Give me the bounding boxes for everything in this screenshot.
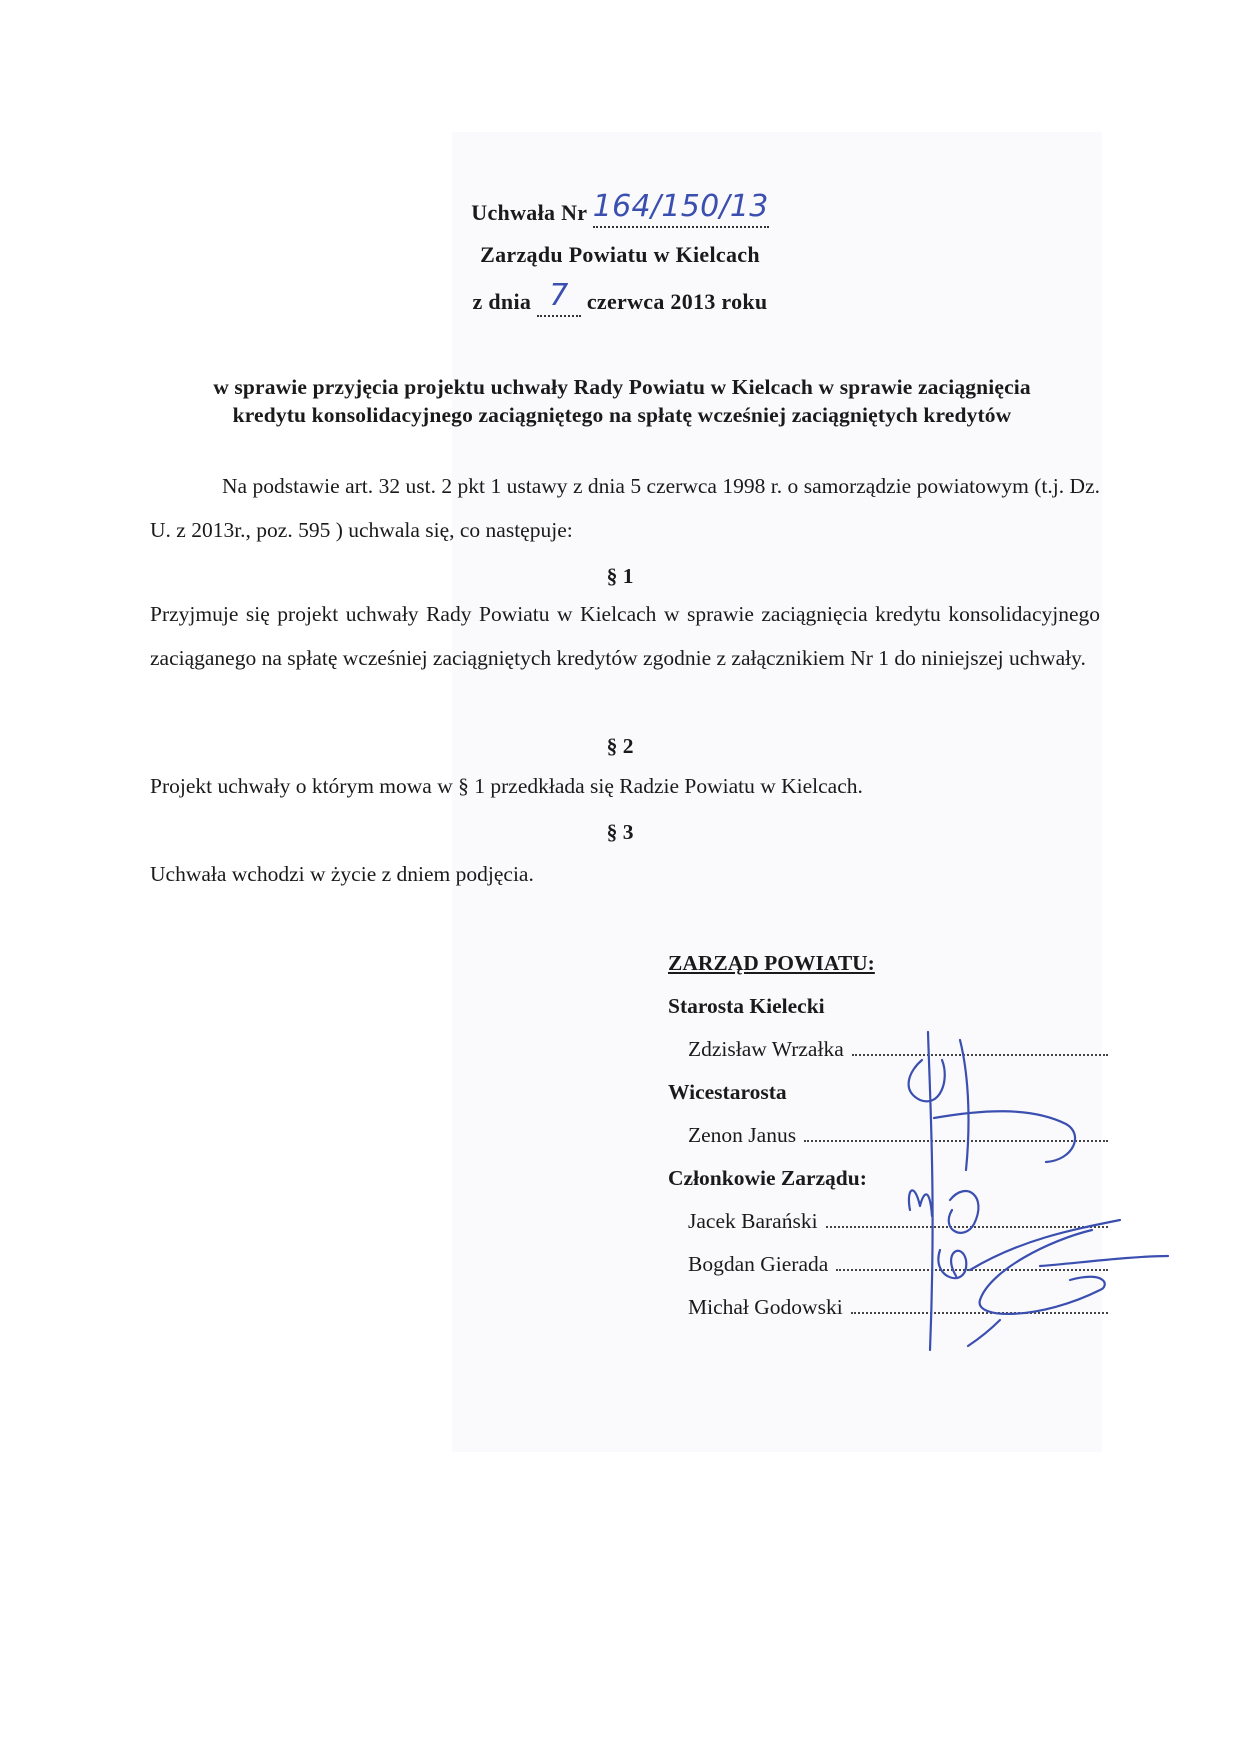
board-heading: ZARZĄD POWIATU: <box>668 951 875 975</box>
day-field <box>537 278 581 317</box>
signature-stroke <box>1040 1256 1168 1266</box>
section-text-1: Przyjmuje się projekt uchwały Rady Powiatu w Kielcach w sprawie zaciągnięcia kredytu konsolidacyjnego zaciąganego na spłatę wcześniej zaciągniętych kredytów zgodnie z załącznikiem Nr 1 do niniejszej uchwały. <box>150 602 1100 670</box>
member-name: Bogdan Gierada <box>688 1252 829 1276</box>
resolution-title <box>0 189 1240 228</box>
signature-stroke <box>928 1032 933 1350</box>
handwritten-signatures <box>870 1020 1170 1360</box>
section-text-2: Projekt uchwały o którym mowa w § 1 przedkłada się Radzie Powiatu w Kielcach. <box>150 774 863 798</box>
section-mark-3: § 3 <box>606 820 634 844</box>
signature-stroke <box>934 1111 1075 1162</box>
legal-basis: Na podstawie art. 32 ust. 2 pkt 1 ustawy z dnia 5 czerwca 1998 r. o samorządzie powiatowym (t.j. Dz. U. z 2013r., poz. 595 ) uchwala się, co następuje: <box>150 474 1100 542</box>
signature-stroke <box>980 1230 1105 1314</box>
member-name: Michał Godowski <box>688 1295 843 1319</box>
members-title: Członkowie Zarządu: <box>668 1166 867 1190</box>
signature-stroke <box>938 1250 966 1278</box>
subject-line-2: kredytu konsolidacyjnego zaciągniętego na spłatę wcześniej zaciągniętych kredytów <box>232 403 1012 427</box>
signature-stroke <box>968 1320 1000 1346</box>
date-prefix: z dnia <box>472 289 532 314</box>
resolution-number-field <box>592 189 769 228</box>
vice-title: Wicestarosta <box>668 1080 787 1104</box>
date-suffix: czerwca 2013 roku <box>586 289 768 314</box>
section-mark-1: § 1 <box>606 564 634 588</box>
signature-stroke <box>960 1040 968 1170</box>
signature-stroke <box>909 1190 932 1216</box>
day-handwritten: 7 <box>549 278 569 313</box>
section-mark-2: § 2 <box>606 734 634 758</box>
signature-stroke <box>909 1060 945 1101</box>
member-name: Jacek Barański <box>688 1209 818 1233</box>
title-prefix: Uchwała Nr <box>471 200 587 225</box>
subject-line-1: w sprawie przyjęcia projektu uchwały Rady Powiatu w Kielcach w sprawie zaciągnięcia <box>213 375 1031 399</box>
starosta-name: Zdzisław Wrzałka <box>688 1037 844 1061</box>
resolution-number-handwritten: 164/150/13 <box>592 189 769 224</box>
issuer-line: Zarządu Powiatu w Kielcach <box>480 242 760 267</box>
signature-stroke <box>949 1191 979 1233</box>
starosta-title: Starosta Kielecki <box>668 994 825 1018</box>
section-text-3: Uchwała wchodzi w życie z dniem podjęcia. <box>150 862 534 886</box>
resolution-subject <box>150 373 1094 429</box>
vice-name: Zenon Janus <box>688 1123 797 1147</box>
date-line <box>0 278 1240 317</box>
signature-stroke <box>970 1220 1120 1270</box>
